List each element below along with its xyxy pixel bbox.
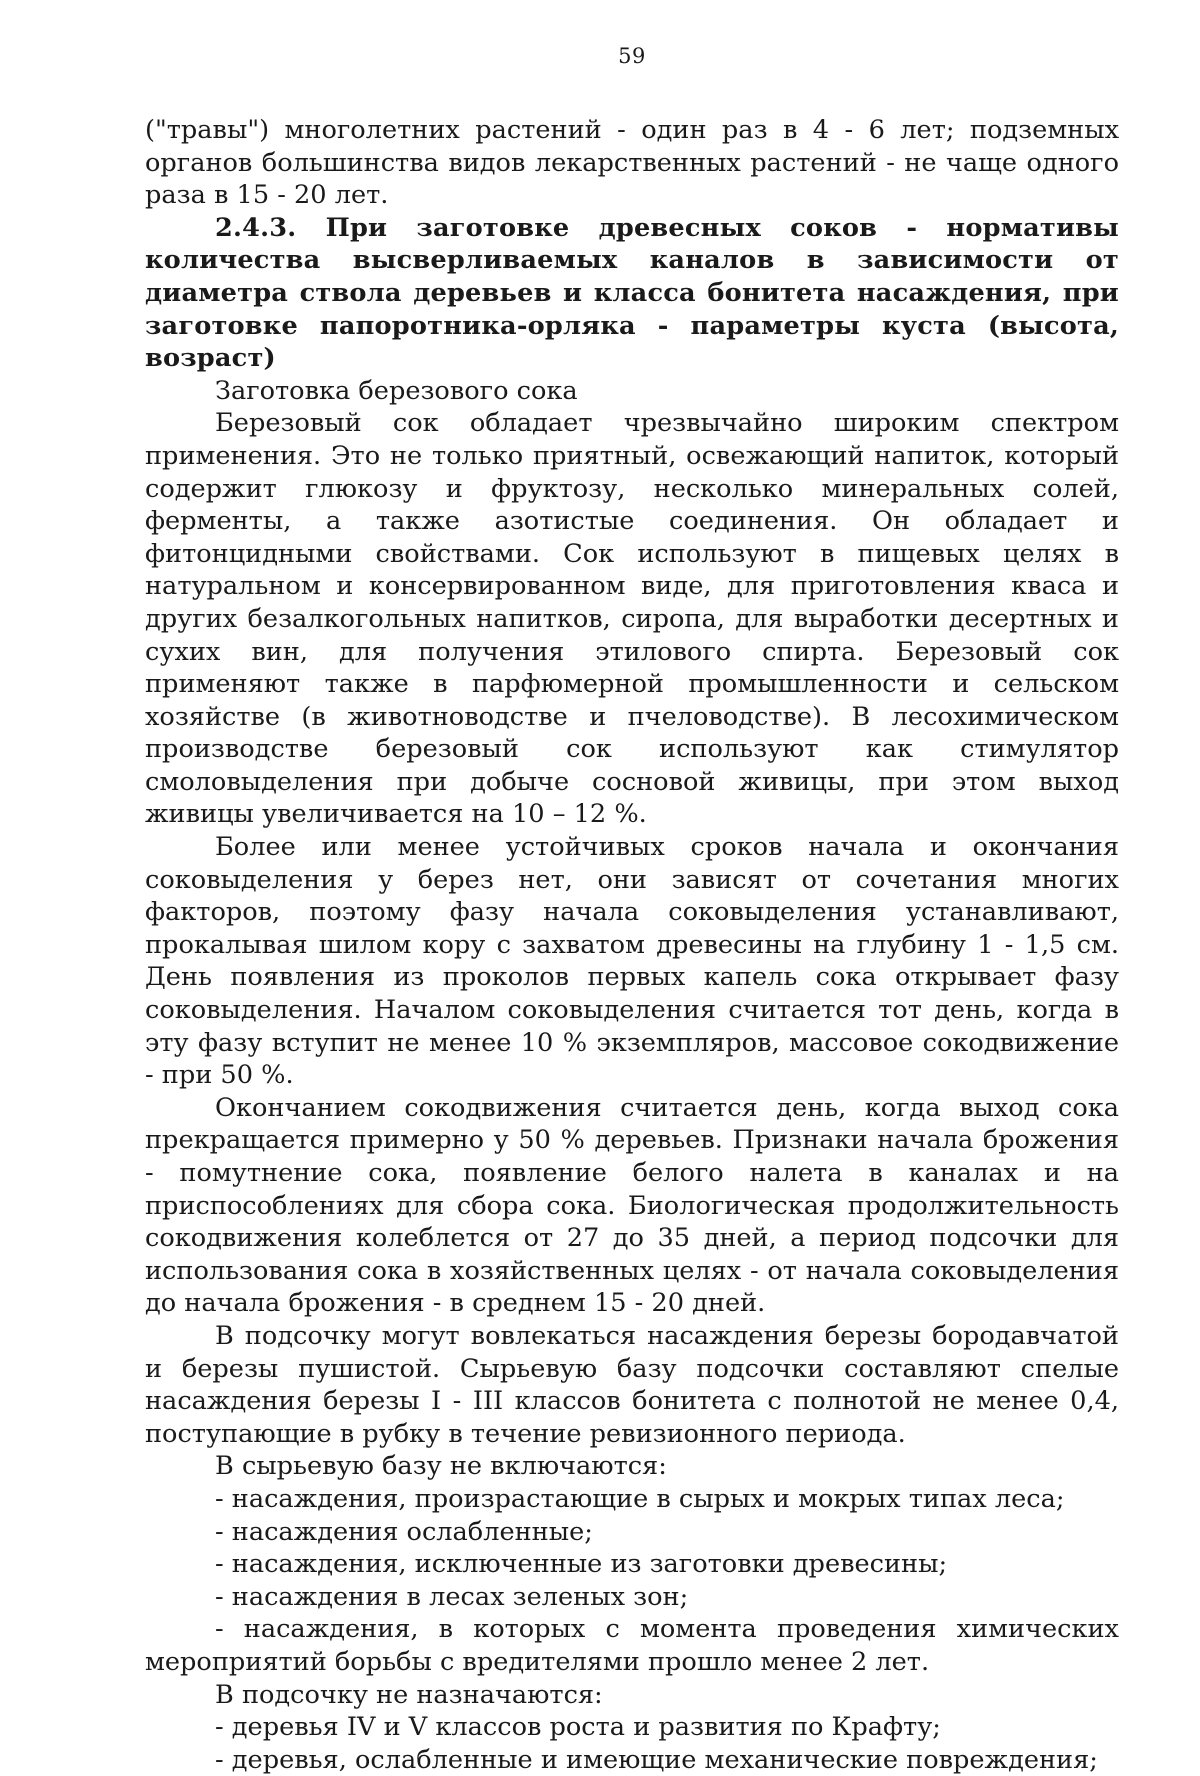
paragraph-continuation: ("травы") многолетних растений - один раз в 4 - 6 лет; подземных органов большинства видов лекарственных растений - не чаще одного раза в 15 - 20 лет. bbox=[145, 115, 1119, 211]
list-item: - насаждения, исключенные из заготовки древесины; bbox=[215, 1549, 948, 1580]
list-item: - насаждения, произрастающие в сырых и мокрых типах леса; bbox=[215, 1483, 1065, 1514]
list-item: - деревья IV и V классов роста и развития по Крафту; bbox=[215, 1712, 941, 1743]
subsection-title: Заготовка березового сока bbox=[215, 375, 578, 406]
section-heading: 2.4.3. При заготовке древесных соков - нормативы количества высверливаемых каналов в зависимости от диаметра ствола деревьев и класса бонитета насаждения, при заготовке папоротника-орляка - параметры куста (высота, возраст) bbox=[145, 212, 1119, 374]
list-item: - насаждения ослабленные; bbox=[215, 1516, 593, 1547]
list-item: - насаждения в лесах зеленых зон; bbox=[215, 1581, 689, 1612]
paragraph: Окончанием сокодвижения считается день, когда выход сока прекращается примерно у 50 % деревьев. Признаки начала брожения - помутнение сока, появление белого налета в каналах и на приспособлениях для сбора сока. Биологическая продолжительность сокодвижения колеблется от 27 до 35 дней, а период подсочки для использования сока в хозяйственных целях - от начала соковыделения до начала брожения - в среднем 15 - 20 дней. bbox=[145, 1092, 1119, 1319]
page-number: 59 bbox=[618, 44, 646, 68]
page-body bbox=[145, 114, 1119, 1776]
paragraph: Более или менее устойчивых сроков начала и окончания соковыделения у берез нет, они зависят от сочетания многих факторов, поэтому фазу начала соковыделения устанавливают, прокалывая шилом кору с захватом древесины на глубину 1 - 1,5 см. День появления из проколов первых капель сока открывает фазу соковыделения. Началом соковыделения считается тот день, когда в эту фазу вступит не менее 10 % экземпляров, массовое сокодвижение - при 50 %. bbox=[145, 832, 1119, 1091]
list-intro: В сырьевую базу не включаются: bbox=[215, 1451, 667, 1482]
list-item: - деревья, ослабленные и имеющие механические повреждения; bbox=[215, 1744, 1098, 1775]
list-intro: В подсочку не назначаются: bbox=[215, 1679, 603, 1710]
paragraph: Березовый сок обладает чрезвычайно широким спектром применения. Это не только приятный, освежающий напиток, который содержит глюкозу и фруктозу, несколько минеральных солей, ферменты, а также азотистые соединения. Он обладает и фитонцидными свойствами. Сок используют в пищевых целях в натуральном и консервированном виде, для приготовления кваса и других безалкогольных напитков, сиропа, для выработки десертных и сухих вин, для получения этилового спирта. Березовый сок применяют также в парфюмерной промышленности и сельском хозяйстве (в животноводстве и пчеловодстве). В лесохимическом производстве березовый сок используют как стимулятор смоловыделения при добыче сосновой живицы, при этом выход живицы увеличивается на 10 – 12 %. bbox=[145, 408, 1119, 830]
paragraph: В подсочку могут вовлекаться насаждения березы бородавчатой и березы пушистой. Сырьевую базу подсочки составляют спелые насаждения березы I - III классов бонитета с полнотой не менее 0,4, поступающие в рубку в течение ревизионного периода. bbox=[145, 1320, 1119, 1449]
list-item: - насаждения, в которых с момента проведения химических мероприятий борьбы с вредителями прошло менее 2 лет. bbox=[145, 1614, 1119, 1677]
